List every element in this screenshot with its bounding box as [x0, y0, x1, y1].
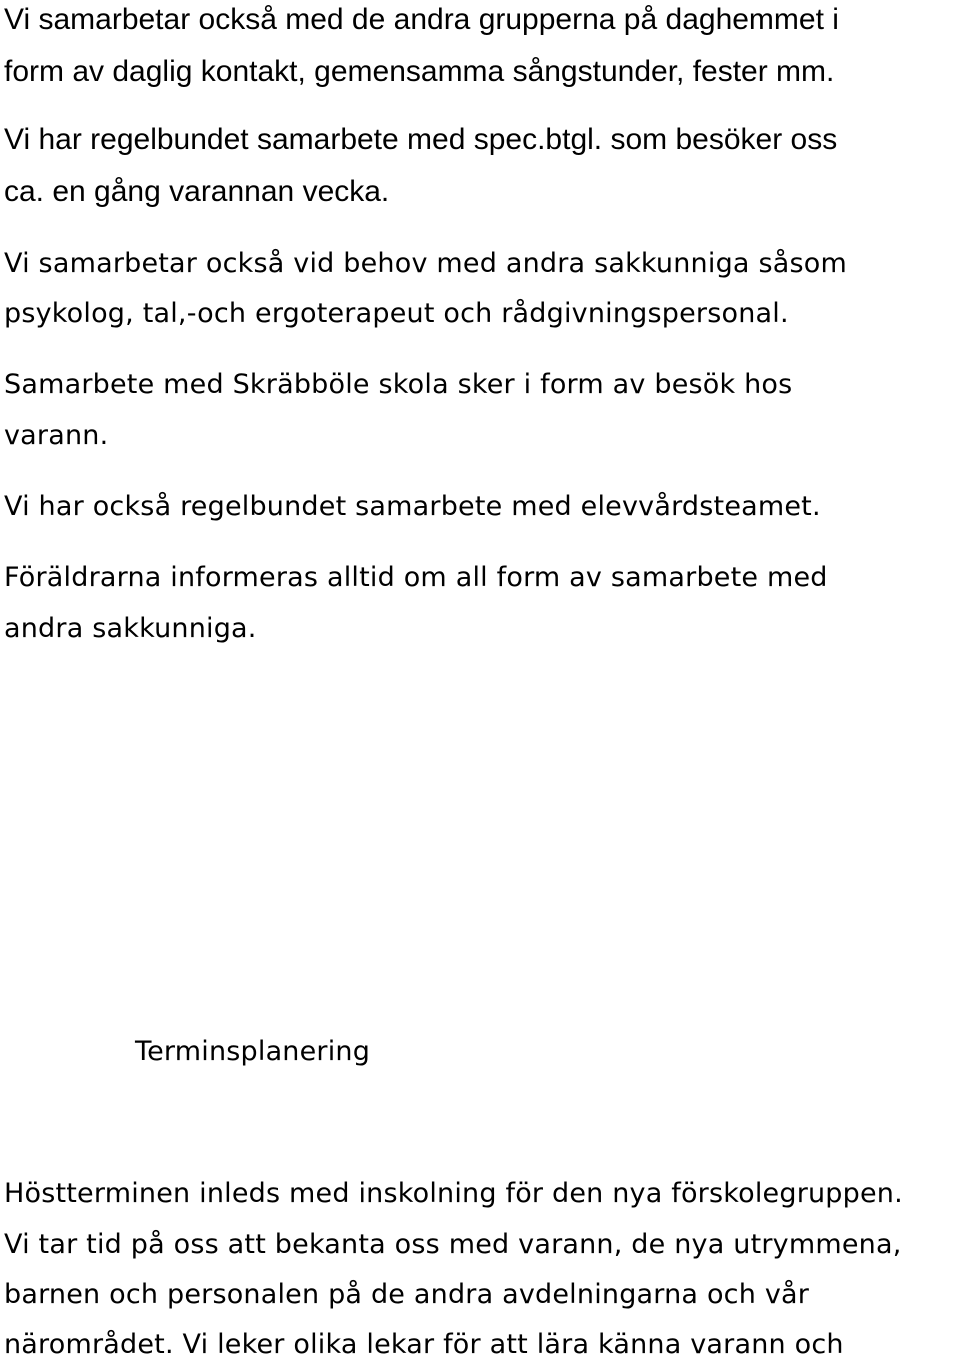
section-heading: Terminsplanering — [135, 1036, 371, 1067]
text-line: Vi har också regelbundet samarbete med elevvårdsteamet. — [4, 491, 821, 522]
text-line: varann. — [4, 420, 109, 451]
text-line: barnen och personalen på de andra avdelningarna och vår — [4, 1279, 810, 1310]
text-line: psykolog, tal,-och ergoterapeut och rådgivningspersonal. — [4, 298, 789, 329]
text-line: Höstterminen inleds med inskolning för den nya förskolegruppen. — [4, 1178, 903, 1209]
text-line: Vi har regelbundet samarbete med spec.btgl. som besöker oss — [4, 123, 838, 156]
text-line: Vi samarbetar också med de andra grupperna på daghemmet i — [4, 3, 839, 36]
text-line: närområdet. Vi leker olika lekar för att lära känna varann och — [4, 1329, 844, 1360]
text-line: ca. en gång varannan vecka. — [4, 175, 390, 208]
text-line: Föräldrarna informeras alltid om all form av samarbete med — [4, 562, 828, 593]
text-line: Samarbete med Skräbböle skola sker i form av besök hos — [4, 369, 793, 400]
text-line: Vi samarbetar också vid behov med andra sakkunniga såsom — [4, 248, 847, 279]
text-line: form av daglig kontakt, gemensamma sångstunder, fester mm. — [4, 55, 835, 88]
text-line: Vi tar tid på oss att bekanta oss med varann, de nya utrymmena, — [4, 1229, 902, 1260]
text-line: andra sakkunniga. — [4, 613, 257, 644]
